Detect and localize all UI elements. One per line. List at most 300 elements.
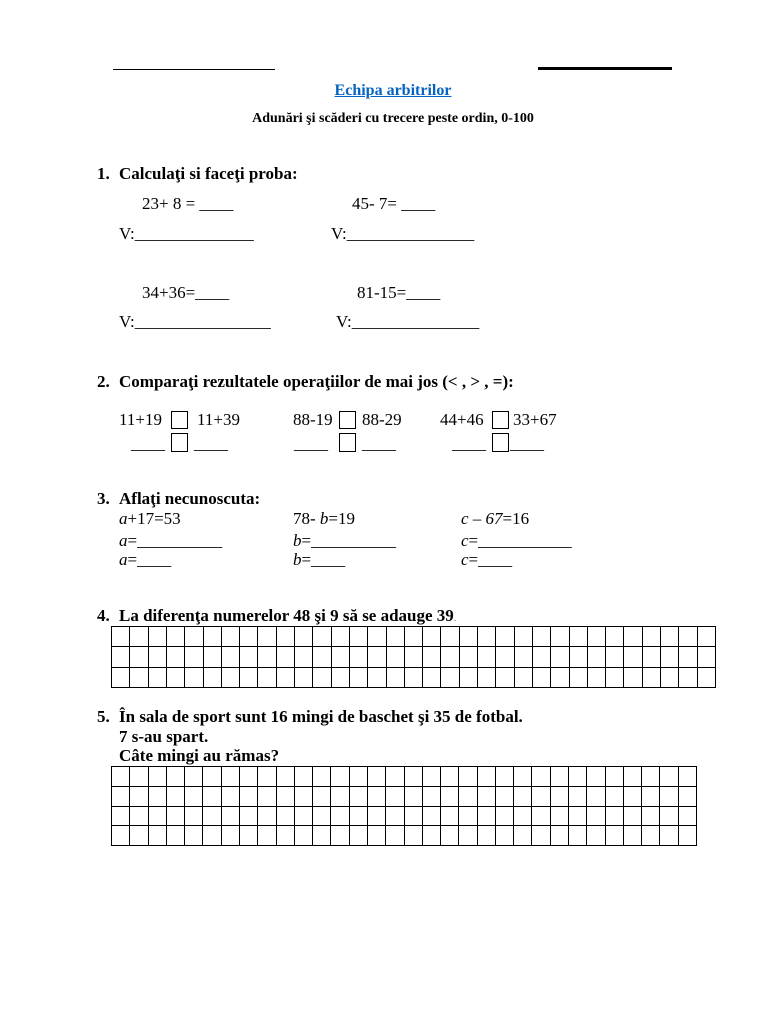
equation-suffix: +17=53 — [127, 509, 181, 528]
unknown-variable: c – 67 — [461, 509, 503, 528]
grid-cell — [277, 826, 295, 846]
grid-cell — [350, 787, 368, 807]
grid-cell — [496, 807, 514, 827]
grid-cell — [258, 787, 276, 807]
grid-cell — [698, 627, 716, 647]
check-line: V:______________ — [119, 224, 254, 243]
grid-cell — [368, 787, 386, 807]
grid-cell — [478, 647, 496, 667]
compare-left: 44+46 — [440, 410, 484, 429]
grid-cell — [258, 647, 276, 667]
operation: 23+ 8 = ____ — [142, 194, 234, 213]
grid-cell — [588, 647, 606, 667]
grid-cell — [698, 668, 716, 688]
grid-cell — [368, 627, 386, 647]
grid-cell — [606, 787, 624, 807]
grid-cell — [203, 787, 221, 807]
grid-cell — [606, 767, 624, 787]
grid-cell — [679, 647, 697, 667]
grid-cell — [423, 668, 441, 688]
grid-cell — [405, 787, 423, 807]
grid-cell — [423, 627, 441, 647]
answer-grid — [111, 626, 716, 688]
equation — [119, 509, 181, 529]
grid-cell — [587, 807, 605, 827]
grid-cell — [496, 826, 514, 846]
grid-cell — [295, 767, 313, 787]
grid-cell — [313, 826, 331, 846]
grid-cell — [624, 807, 642, 827]
grid-cell — [624, 787, 642, 807]
grid-cell — [660, 767, 678, 787]
grid-cell — [643, 627, 661, 647]
grid-cell — [112, 627, 130, 647]
grid-cell — [386, 767, 404, 787]
grid-cell — [203, 767, 221, 787]
grid-cell — [295, 807, 313, 827]
grid-cell — [587, 826, 605, 846]
grid-cell — [478, 826, 496, 846]
check-line: V:________________ — [119, 312, 271, 331]
compare-left-blank: ____ — [294, 434, 328, 453]
grid-cell — [185, 668, 203, 688]
grid-cell — [387, 647, 405, 667]
compare-box — [339, 433, 356, 452]
grid-cell — [222, 767, 240, 787]
grid-cell — [459, 787, 477, 807]
grid-cell — [167, 787, 185, 807]
exercise-text-line: 7 s-au spart. — [119, 727, 209, 746]
grid-cell — [478, 787, 496, 807]
answer-blank: =__________ — [301, 531, 397, 550]
grid-cell — [240, 787, 258, 807]
grid-cell — [258, 627, 276, 647]
grid-cell — [660, 826, 678, 846]
compare-box — [171, 411, 188, 429]
exercise-heading: Aflaţi necunoscuta: — [119, 489, 261, 508]
grid-cell — [130, 787, 148, 807]
grid-cell — [222, 807, 240, 827]
grid-cell — [313, 627, 331, 647]
unknown-variable: a — [119, 509, 128, 528]
grid-cell — [643, 668, 661, 688]
grid-cell — [441, 767, 459, 787]
compare-left-blank: ____ — [452, 434, 486, 453]
grid-cell — [149, 787, 167, 807]
grid-cell — [112, 668, 130, 688]
equation-suffix: =16 — [502, 509, 530, 528]
grid-cell — [660, 807, 678, 827]
answer-blank: =__________ — [127, 531, 223, 550]
grid-cell — [185, 767, 203, 787]
grid-cell — [350, 627, 368, 647]
grid-cell — [386, 787, 404, 807]
grid-cell — [606, 647, 624, 667]
grid-cell — [532, 826, 550, 846]
grid-cell — [185, 627, 203, 647]
grid-cell — [368, 807, 386, 827]
grid-cell — [331, 826, 349, 846]
grid-cell — [222, 668, 240, 688]
grid-cell — [350, 767, 368, 787]
exercise-number: 2. — [97, 372, 110, 391]
grid-cell — [679, 787, 697, 807]
grid-cell — [368, 767, 386, 787]
grid-cell — [277, 627, 295, 647]
grid-cell — [514, 767, 532, 787]
grid-cell — [423, 647, 441, 667]
grid-cell — [533, 627, 551, 647]
grid-cell — [496, 668, 514, 688]
grid-cell — [570, 668, 588, 688]
answer-blank: =___________ — [468, 531, 572, 550]
grid-cell — [570, 647, 588, 667]
exercise-number: 5. — [97, 707, 110, 726]
answer-grid — [111, 766, 697, 846]
grid-cell — [295, 668, 313, 688]
unknown-variable: c — [461, 531, 469, 550]
equation-prefix: 78- — [293, 509, 320, 528]
grid-cell — [167, 826, 185, 846]
answer-line — [293, 550, 345, 570]
grid-cell — [441, 668, 459, 688]
grid-cell — [112, 807, 130, 827]
grid-cell — [441, 826, 459, 846]
grid-cell — [112, 647, 130, 667]
grid-cell — [423, 807, 441, 827]
exercise-number: 1. — [97, 164, 110, 183]
grid-cell — [587, 787, 605, 807]
grid-cell — [642, 767, 660, 787]
grid-cell — [661, 647, 679, 667]
compare-box — [492, 433, 509, 452]
exercise-text-line: În sala de sport sunt 16 mingi de baschet şi 35 de fotbal. — [119, 707, 523, 726]
equation — [461, 509, 529, 529]
grid-cell — [258, 807, 276, 827]
grid-cell — [222, 826, 240, 846]
compare-right: 88-29 — [362, 410, 402, 429]
grid-cell — [660, 787, 678, 807]
grid-cell — [240, 826, 258, 846]
grid-cell — [661, 668, 679, 688]
grid-cell — [277, 787, 295, 807]
grid-cell — [203, 826, 221, 846]
grid-cell — [332, 668, 350, 688]
exercise-heading — [119, 606, 457, 628]
grid-cell — [496, 767, 514, 787]
grid-cell — [661, 627, 679, 647]
exercise-end-mark: . — [453, 612, 457, 624]
grid-cell — [515, 627, 533, 647]
grid-cell — [405, 668, 423, 688]
grid-cell — [532, 807, 550, 827]
grid-cell — [478, 807, 496, 827]
grid-cell — [112, 767, 130, 787]
grid-cell — [277, 767, 295, 787]
grid-cell — [679, 627, 697, 647]
unknown-variable: a — [119, 531, 128, 550]
grid-cell — [204, 627, 222, 647]
grid-cell — [240, 627, 258, 647]
grid-cell — [368, 647, 386, 667]
grid-cell — [368, 668, 386, 688]
grid-cell — [149, 647, 167, 667]
unknown-variable: c — [461, 550, 469, 569]
unknown-variable: b — [293, 531, 302, 550]
grid-cell — [258, 668, 276, 688]
grid-cell — [514, 807, 532, 827]
grid-cell — [624, 627, 642, 647]
grid-cell — [167, 807, 185, 827]
grid-cell — [405, 627, 423, 647]
grid-cell — [405, 767, 423, 787]
compare-left-blank: ____ — [131, 434, 165, 453]
grid-cell — [606, 807, 624, 827]
grid-cell — [331, 767, 349, 787]
equation — [293, 509, 355, 529]
grid-cell — [149, 826, 167, 846]
check-line: V:_______________ — [336, 312, 480, 331]
exercise-number: 4. — [97, 606, 110, 625]
grid-cell — [533, 668, 551, 688]
grid-cell — [643, 647, 661, 667]
compare-box — [492, 411, 509, 429]
grid-cell — [496, 647, 514, 667]
grid-cell — [551, 787, 569, 807]
grid-cell — [350, 668, 368, 688]
unknown-variable: a — [119, 550, 128, 569]
compare-box — [171, 433, 188, 452]
grid-cell — [313, 668, 331, 688]
answer-blank: =____ — [127, 550, 172, 569]
grid-cell — [149, 627, 167, 647]
grid-cell — [368, 826, 386, 846]
grid-cell — [387, 627, 405, 647]
grid-cell — [386, 826, 404, 846]
grid-cell — [423, 767, 441, 787]
grid-cell — [112, 787, 130, 807]
grid-cell — [569, 826, 587, 846]
grid-cell — [149, 807, 167, 827]
unknown-variable: b — [293, 550, 302, 569]
grid-cell — [606, 668, 624, 688]
grid-cell — [331, 807, 349, 827]
grid-cell — [130, 627, 148, 647]
grid-cell — [569, 807, 587, 827]
grid-cell — [405, 807, 423, 827]
worksheet-subtitle: Adunări şi scăderi cu trecere peste ordin, 0-100 — [252, 111, 534, 126]
grid-cell — [441, 807, 459, 827]
grid-cell — [167, 767, 185, 787]
grid-cell — [588, 668, 606, 688]
grid-cell — [460, 668, 478, 688]
answer-blank: =____ — [301, 550, 346, 569]
grid-cell — [624, 668, 642, 688]
grid-cell — [313, 807, 331, 827]
exercise-heading: Calculaţi si faceţi proba: — [119, 164, 298, 183]
exercise-question: Câte mingi au rămas? — [119, 746, 280, 765]
grid-cell — [130, 668, 148, 688]
grid-cell — [167, 668, 185, 688]
grid-cell — [679, 807, 697, 827]
compare-right: 11+39 — [197, 410, 240, 429]
grid-cell — [185, 647, 203, 667]
top-right-blank-line — [538, 67, 672, 70]
grid-cell — [441, 627, 459, 647]
grid-cell — [606, 627, 624, 647]
answer-blank: =____ — [468, 550, 513, 569]
grid-cell — [222, 627, 240, 647]
unknown-variable: b — [319, 509, 329, 528]
grid-cell — [423, 826, 441, 846]
grid-cell — [587, 767, 605, 787]
grid-cell — [459, 767, 477, 787]
grid-cell — [405, 647, 423, 667]
grid-cell — [222, 647, 240, 667]
exercise-text: La diferenţa numerelor 48 şi 9 să se adauge 39 — [119, 606, 454, 625]
grid-cell — [130, 767, 148, 787]
equation-suffix: =19 — [328, 509, 356, 528]
grid-cell — [258, 767, 276, 787]
grid-cell — [551, 647, 569, 667]
grid-cell — [332, 647, 350, 667]
grid-cell — [240, 647, 258, 667]
grid-cell — [240, 807, 258, 827]
grid-cell — [332, 627, 350, 647]
compare-right: 33+67 — [513, 410, 557, 429]
top-left-blank-line — [113, 69, 275, 70]
answer-line — [293, 531, 396, 551]
grid-cell — [624, 647, 642, 667]
grid-cell — [222, 787, 240, 807]
grid-cell — [496, 627, 514, 647]
grid-cell — [570, 627, 588, 647]
operation: 34+36=____ — [142, 283, 230, 302]
grid-cell — [130, 647, 148, 667]
grid-cell — [569, 787, 587, 807]
grid-cell — [551, 807, 569, 827]
grid-cell — [532, 787, 550, 807]
grid-cell — [624, 826, 642, 846]
grid-cell — [459, 807, 477, 827]
grid-cell — [698, 647, 716, 667]
compare-left: 88-19 — [293, 410, 333, 429]
grid-cell — [679, 668, 697, 688]
grid-cell — [496, 787, 514, 807]
grid-cell — [514, 787, 532, 807]
answer-line — [119, 550, 171, 570]
grid-cell — [459, 826, 477, 846]
grid-cell — [167, 627, 185, 647]
grid-cell — [240, 767, 258, 787]
grid-cell — [149, 767, 167, 787]
grid-cell — [551, 767, 569, 787]
grid-cell — [624, 767, 642, 787]
grid-cell — [478, 767, 496, 787]
exercise-heading: Comparaţi rezultatele operaţiilor de mai jos (< , > , =): — [119, 372, 514, 391]
grid-cell — [515, 668, 533, 688]
grid-cell — [514, 826, 532, 846]
grid-cell — [533, 647, 551, 667]
compare-right-blank: ____ — [362, 434, 396, 453]
grid-cell — [478, 668, 496, 688]
grid-cell — [679, 826, 697, 846]
grid-cell — [149, 668, 167, 688]
grid-cell — [313, 787, 331, 807]
grid-cell — [277, 668, 295, 688]
grid-cell — [167, 647, 185, 667]
grid-cell — [277, 647, 295, 667]
grid-cell — [277, 807, 295, 827]
grid-cell — [679, 767, 697, 787]
grid-cell — [130, 807, 148, 827]
compare-right-blank: ____ — [510, 434, 544, 453]
compare-right-blank: ____ — [194, 434, 228, 453]
grid-cell — [423, 787, 441, 807]
grid-cell — [551, 627, 569, 647]
grid-cell — [350, 826, 368, 846]
grid-cell — [331, 787, 349, 807]
grid-cell — [642, 787, 660, 807]
grid-cell — [551, 668, 569, 688]
grid-cell — [386, 807, 404, 827]
operation: 45- 7= ____ — [352, 194, 436, 213]
grid-cell — [204, 668, 222, 688]
grid-cell — [295, 787, 313, 807]
grid-cell — [204, 647, 222, 667]
grid-cell — [185, 787, 203, 807]
grid-cell — [460, 627, 478, 647]
grid-cell — [551, 826, 569, 846]
grid-cell — [515, 647, 533, 667]
answer-line — [119, 531, 222, 551]
grid-cell — [642, 826, 660, 846]
grid-cell — [350, 807, 368, 827]
grid-cell — [478, 627, 496, 647]
grid-cell — [588, 627, 606, 647]
grid-cell — [313, 647, 331, 667]
answer-line — [461, 531, 572, 551]
grid-cell — [185, 826, 203, 846]
grid-cell — [313, 767, 331, 787]
grid-cell — [532, 767, 550, 787]
grid-cell — [441, 787, 459, 807]
grid-cell — [295, 826, 313, 846]
grid-cell — [130, 826, 148, 846]
grid-cell — [387, 668, 405, 688]
grid-cell — [350, 647, 368, 667]
answer-line — [461, 550, 512, 570]
grid-cell — [258, 826, 276, 846]
grid-cell — [606, 826, 624, 846]
grid-cell — [240, 668, 258, 688]
grid-cell — [460, 647, 478, 667]
grid-cell — [295, 627, 313, 647]
worksheet-title[interactable]: Echipa arbitrilor — [334, 82, 452, 99]
grid-cell — [405, 826, 423, 846]
grid-cell — [569, 767, 587, 787]
grid-cell — [642, 807, 660, 827]
grid-cell — [112, 826, 130, 846]
grid-cell — [203, 807, 221, 827]
check-line: V:_______________ — [331, 224, 475, 243]
grid-cell — [185, 807, 203, 827]
compare-box — [339, 411, 356, 429]
operation: 81-15=____ — [357, 283, 441, 302]
compare-left: 11+19 — [119, 410, 162, 429]
grid-cell — [295, 647, 313, 667]
grid-cell — [441, 647, 459, 667]
